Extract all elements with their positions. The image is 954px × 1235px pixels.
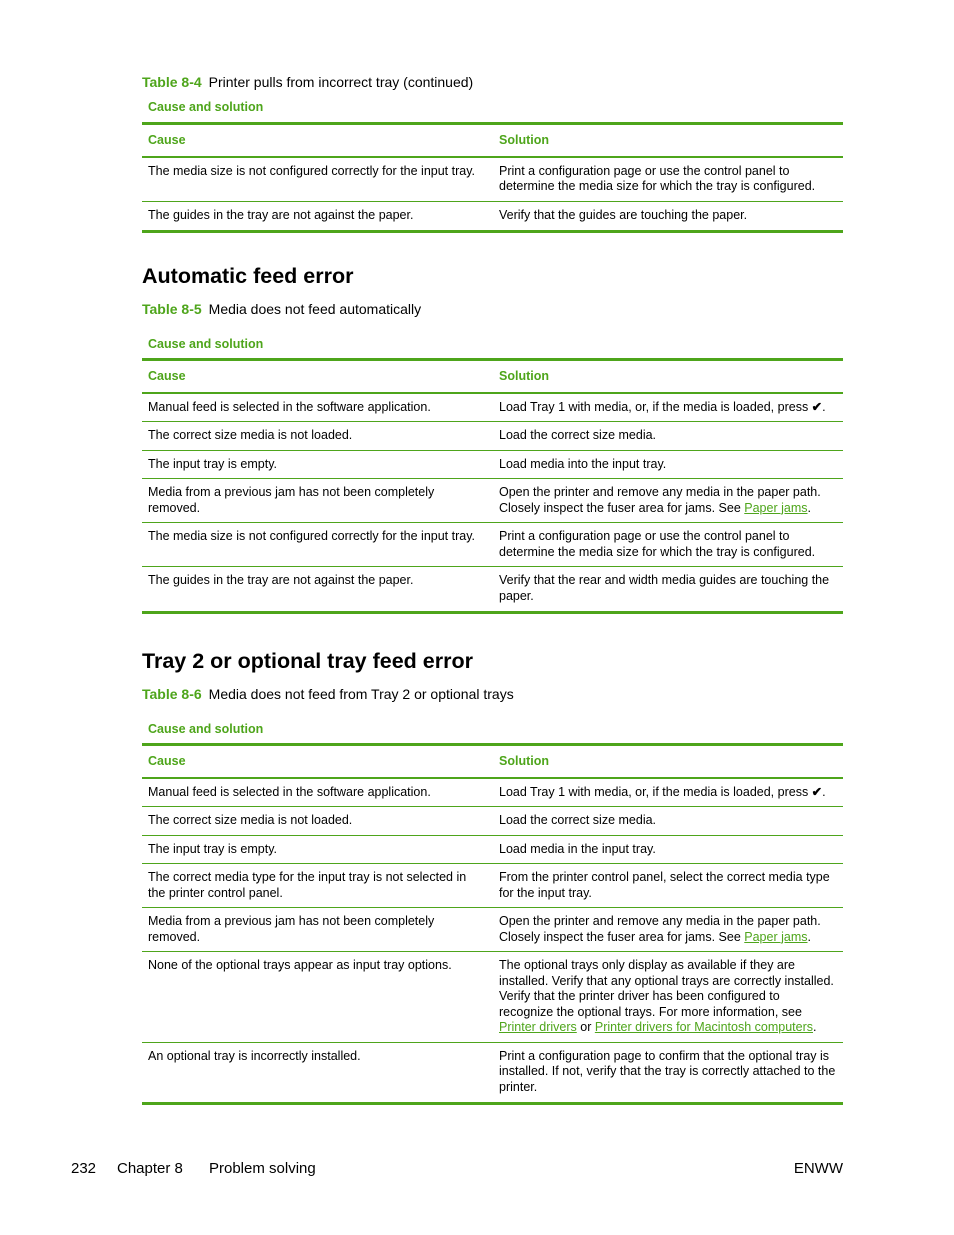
solution-cell: Load the correct size media. [493,807,843,836]
table-number: Table 8-5 [142,301,202,317]
solution-cell [493,778,843,807]
table-header-row [142,360,843,393]
section-heading: Automatic feed error [142,264,354,288]
column-header-cause: Cause [142,124,493,157]
column-header-solution: Solution [493,360,843,393]
printer-drivers-link[interactable]: Printer drivers [499,1020,577,1034]
cause-cell: None of the optional trays appear as input tray options. [142,952,493,1043]
cause-cell: An optional tray is incorrectly installed. [142,1042,493,1104]
table-row [142,450,843,479]
paper-jams-link[interactable]: Paper jams [744,500,808,515]
column-header-solution: Solution [493,124,843,157]
solution-cell [493,479,843,523]
column-header-cause: Cause [142,360,493,393]
table-row [142,778,843,807]
section-heading: Tray 2 or optional tray feed error [142,649,473,673]
table-caption [142,686,514,702]
cause-cell: The media size is not configured correctly for the input tray. [142,157,493,202]
table-row [142,479,843,523]
checkmark-icon: ✔ [811,784,823,799]
solution-cell: Print a configuration page or use the control panel to determine the media size for which the tray is configured. [493,157,843,202]
table-row [142,1042,843,1104]
table-caption [142,74,473,90]
cause-cell: The correct media type for the input tray is not selected in the printer control panel. [142,864,493,908]
table-header-row [142,124,843,157]
column-header-solution: Solution [493,745,843,778]
table-number: Table 8-6 [142,686,202,702]
table-row [142,422,843,451]
footer-page-number: 232 [71,1160,97,1177]
cause-cell: The media size is not configured correctly for the input tray. [142,523,493,567]
solution-text-end: . [822,784,826,799]
table-8-6 [142,743,843,1105]
table-row [142,201,843,232]
footer-section: Problem solving [209,1160,316,1177]
table-header-row [142,745,843,778]
cause-cell: The input tray is empty. [142,450,493,479]
table-row [142,835,843,864]
solution-text-end: . [807,929,811,944]
solution-text: Open the printer and remove any media in the paper path. Closely inspect the fuser area for jams. See [499,914,821,944]
table-row [142,567,843,613]
solution-cell: Verify that the guides are touching the paper. [493,201,843,232]
table-row [142,393,843,422]
table-row [142,864,843,908]
table-8-5 [142,358,843,614]
section-label: Cause and solution [148,722,264,736]
table-row [142,157,843,202]
solution-text: Open the printer and remove any media in the paper path. Closely inspect the fuser area for jams. See [499,485,821,515]
cause-cell: The correct size media is not loaded. [142,422,493,451]
table-row [142,952,843,1043]
cause-cell: Manual feed is selected in the software application. [142,778,493,807]
solution-text-end: . [822,399,826,414]
solution-text-mid: or [576,1020,595,1034]
cause-cell: The correct size media is not loaded. [142,807,493,836]
solution-cell: Print a configuration page to confirm that the optional tray is installed. If not, verify that the tray is correctly attached to the printer. [493,1042,843,1104]
table-title: Media does not feed from Tray 2 or optional trays [208,686,514,702]
solution-cell [493,908,843,952]
solution-text: Load Tray 1 with media, or, if the media is loaded, press [499,399,812,414]
checkmark-icon: ✔ [811,399,823,414]
table-title: Printer pulls from incorrect tray (continued) [208,74,474,90]
cause-cell: The input tray is empty. [142,835,493,864]
solution-cell: From the printer control panel, select the correct media type for the input tray. [493,864,843,908]
solution-cell: Verify that the rear and width media guides are touching the paper. [493,567,843,613]
table-row [142,523,843,567]
solution-cell: Load media in the input tray. [493,835,843,864]
solution-text: The optional trays only display as available if they are installed. Verify that any optional trays are correctly installed. Verify that the printer driver has been configured to recognize the optional trays. For more information, see [499,958,834,1019]
cause-cell: Manual feed is selected in the software application. [142,393,493,422]
section-label: Cause and solution [148,337,264,351]
solution-cell [493,952,843,1043]
paper-jams-link[interactable]: Paper jams [744,929,808,944]
table-number: Table 8-4 [142,74,202,90]
cause-cell: Media from a previous jam has not been completely removed. [142,908,493,952]
table-title: Media does not feed automatically [208,301,422,317]
cause-cell: The guides in the tray are not against the paper. [142,567,493,613]
table-caption [142,301,421,317]
column-header-cause: Cause [142,745,493,778]
solution-cell [493,393,843,422]
table-row [142,807,843,836]
solution-cell: Print a configuration page or use the control panel to determine the media size for which the tray is configured. [493,523,843,567]
solution-text: Load Tray 1 with media, or, if the media is loaded, press [499,784,812,799]
footer-chapter: Chapter 8 [117,1160,183,1177]
solution-text-end: . [813,1020,817,1034]
footer-code: ENWW [793,1160,843,1177]
cause-cell: The guides in the tray are not against the paper. [142,201,493,232]
solution-cell: Load media into the input tray. [493,450,843,479]
section-label: Cause and solution [148,100,264,114]
printer-drivers-mac-link[interactable]: Printer drivers for Macintosh computers [594,1020,813,1034]
table-row [142,908,843,952]
solution-cell: Load the correct size media. [493,422,843,451]
table-8-4 [142,122,843,233]
solution-text-end: . [807,500,811,515]
cause-cell: Media from a previous jam has not been completely removed. [142,479,493,523]
